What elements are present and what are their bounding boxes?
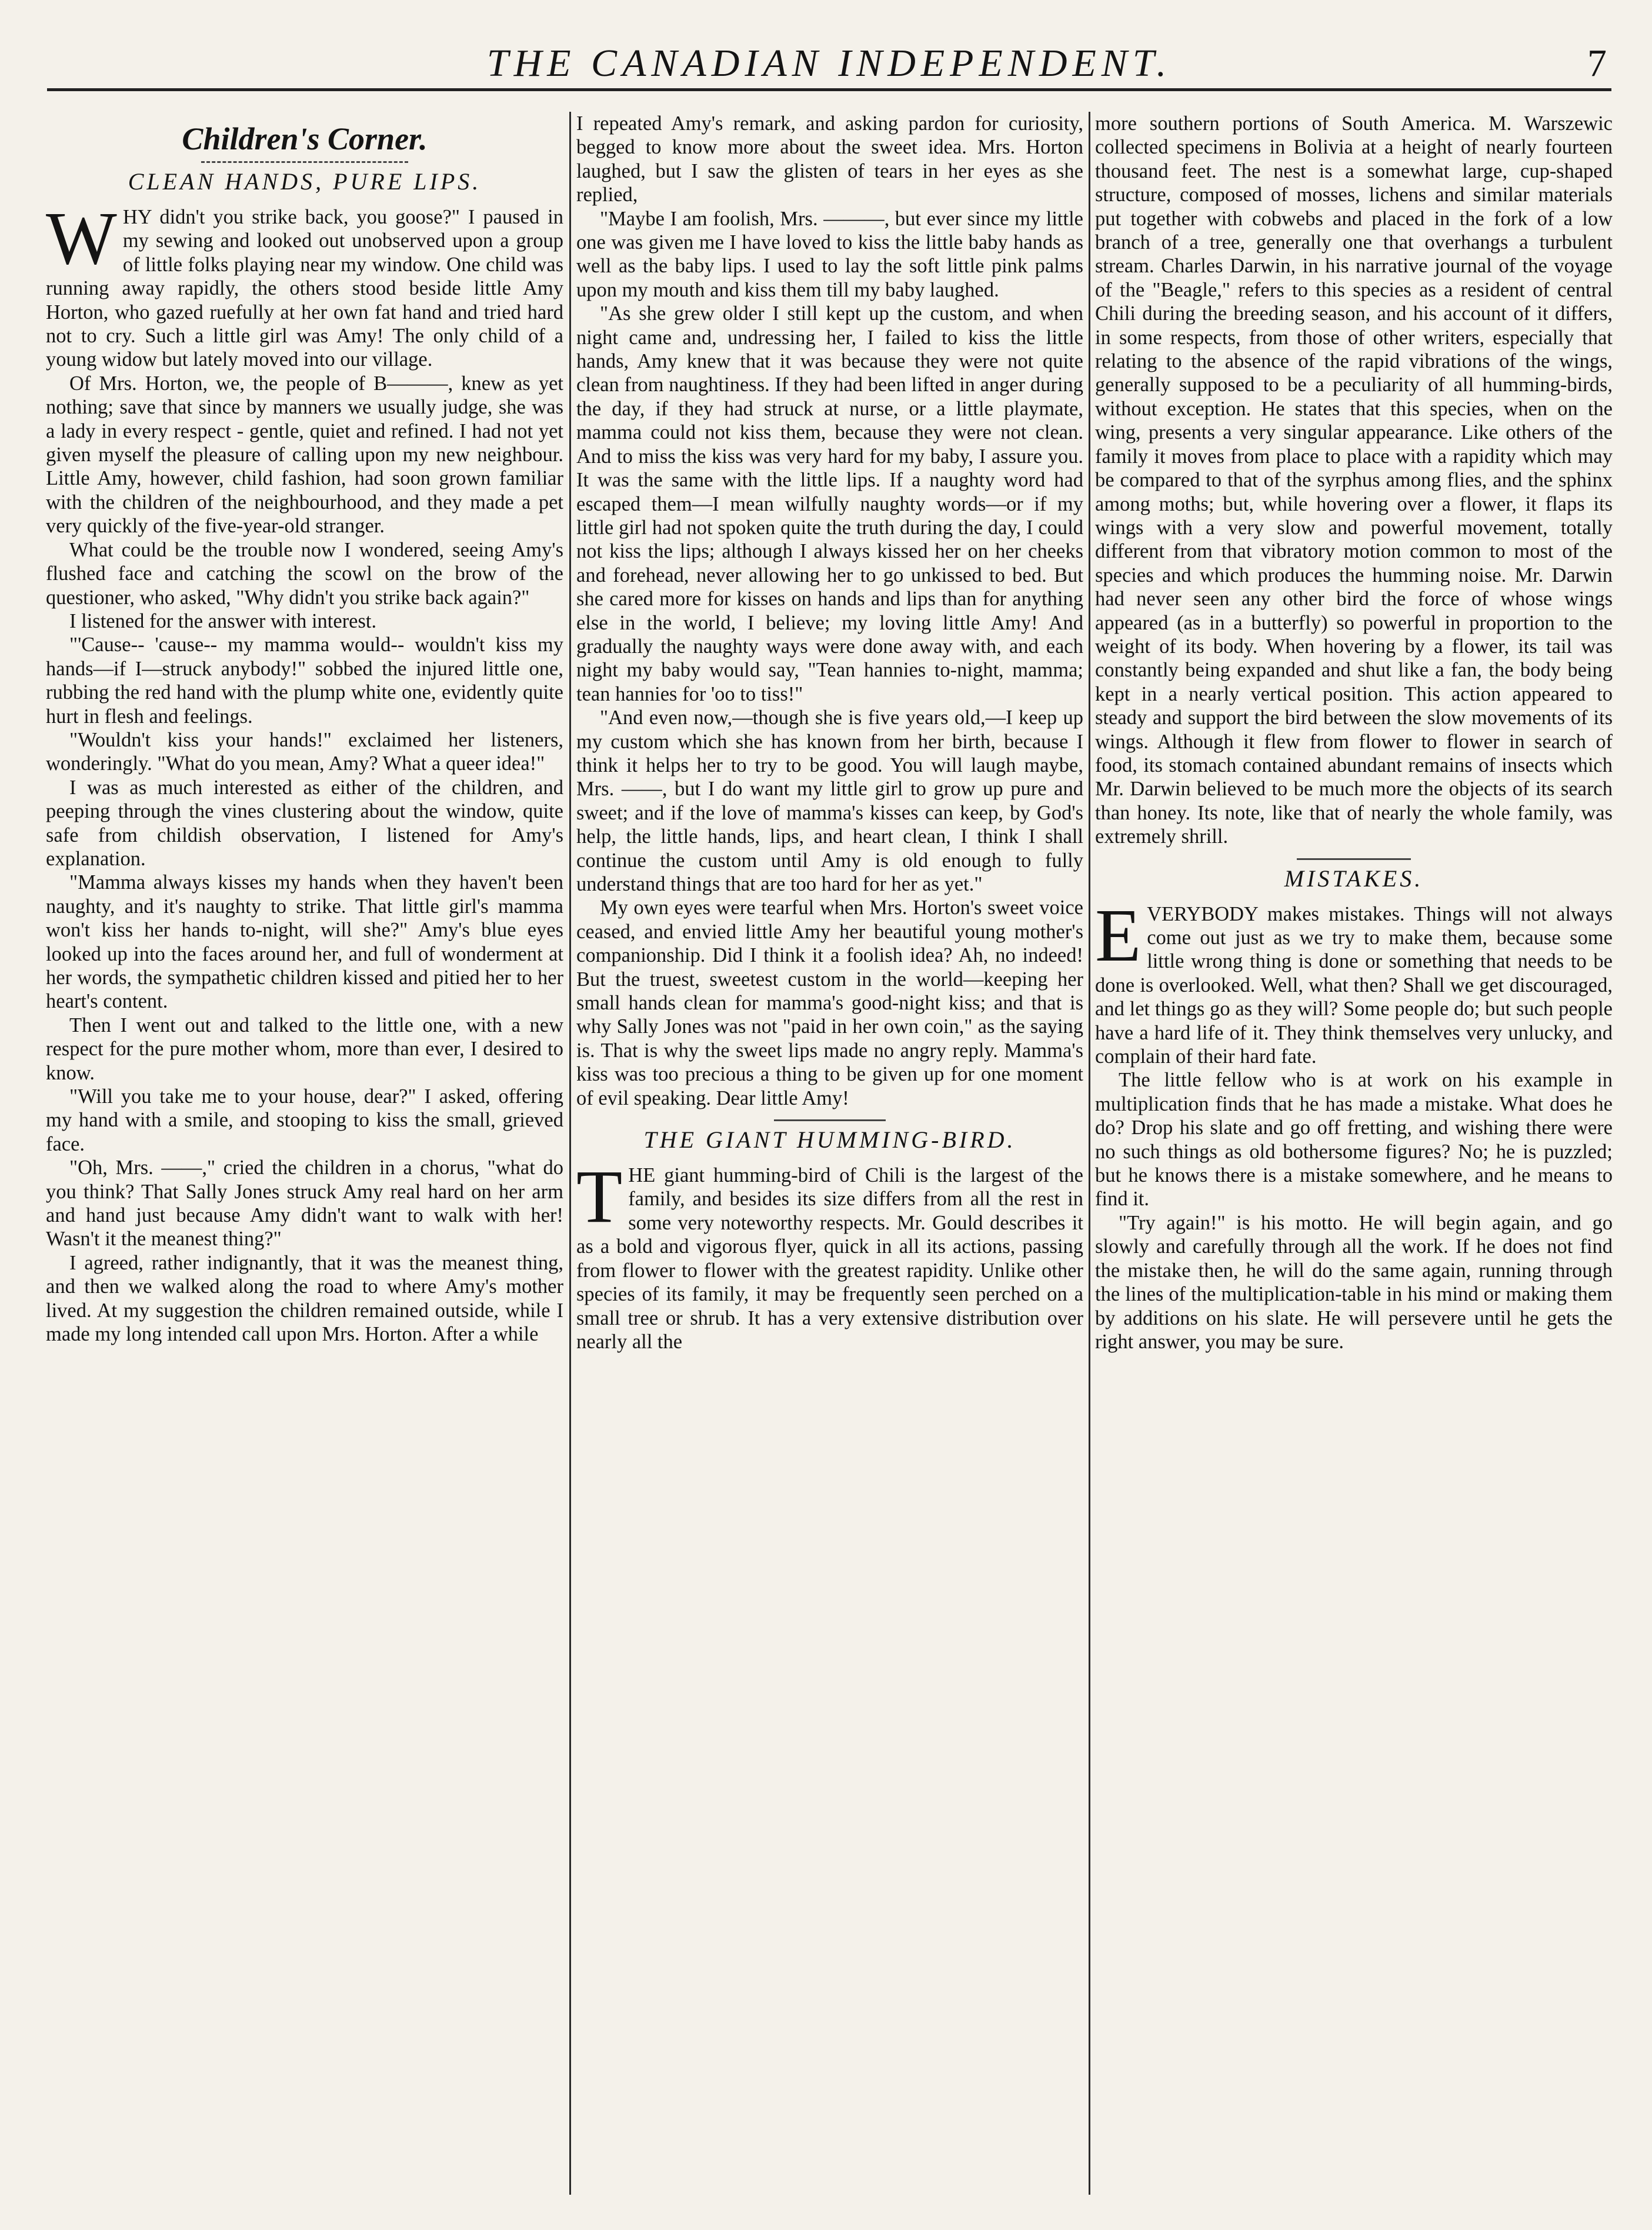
column-3 <box>1095 112 1613 2195</box>
paragraph: What could be the trouble now I wondered, seeing Amy's flushed face and catching the scowl on the brow of the questioner, who asked, "Why didn't you strike back again?" <box>46 538 563 609</box>
paragraph: "As she grew older I still kept up the custom, and when night came and, undressing her, I failed to kiss the little hands, Amy knew that it was because they were not quite clean from naughtiness. If they had been lifted in anger during the day, if they had struck at nurse, or a little playmate, mamma could not kiss them, because they were not clean. And to miss the kiss was very hard for my baby, I assure you. It was the same with the little lips. If a naughty word had escaped them—I mean wilfully naughty words—or if my little girl had not spoken quite the truth during the day, I could not kiss the lips; although I always kissed her on her cheeks and forehead, never allowing her to go unkissed to bed. But she cared more for kisses on hands and lips than for anything else in the world, I believe; my loving little Amy! And gradually the naughty ways were done away with, and each night my baby would say, "Tean hannies to-night, mamma; tean hannies for 'oo to tiss!" <box>576 302 1083 705</box>
masthead-rule <box>47 88 1611 91</box>
hummingbird-lead-paragraph <box>576 1155 1083 1354</box>
paragraph: My own eyes were tearful when Mrs. Horton's sweet voice ceased, and envied little Amy her beautiful young mother's companionship. Did I think it a foolish idea? Ah, no indeed! But the truest, sweetest custom in the world—keeping her small hands clean for mamma's good-night kiss; and that is why Sally Jones was not "paid in her own coin," as the saying is. That is why the sweet lips made no angry reply. Mamma's kiss was too precious a thing to be given up for one moment of evil speaking. Dear little Amy! <box>576 896 1083 1109</box>
paragraph: "Oh, Mrs. ——," cried the children in a chorus, "what do you think? That Sally Jones struck Amy real hard on her arm and hand just because Amy didn't want to walk with her! Wasn't it the meanest thing?" <box>46 1156 563 1251</box>
paragraph: I was as much interested as either of the children, and peeping through the vines clustering about the window, quite safe from childish observation, I listened for Amy's explanation. <box>46 776 563 870</box>
story-lead-paragraph <box>46 196 563 372</box>
lead-text: HY didn't you strike back, you goose?" I paused in my sewing and looked out unobserved upon a group of little folks playing near my window. One child was running away rapidly, the others stood beside little Amy Horton, who gazed ruefully at her own fat hand and tried hard not to cry. Such a little girl was Amy! The only child of a young widow but lately moved into our village. <box>46 206 563 371</box>
section-heading: Children's Corner. <box>182 121 428 156</box>
mistakes-title: MISTAKES. <box>1284 865 1424 892</box>
paragraph: I listened for the answer with interest. <box>69 609 377 632</box>
column-divider-2 <box>1089 112 1090 2195</box>
paragraph: "Maybe I am foolish, Mrs. ———, but ever since my little one was given me I have loved to kiss the little baby hands as well as the baby lips. I used to lay the soft little pink palms upon my mouth and kiss them till my baby laughed. <box>576 207 1083 301</box>
paragraph: I agreed, rather indignantly, that it was the meanest thing, and then we walked along the road to where Amy's mother lived. At my suggestion the children remained outside, while I made my long intended call upon Mrs. Horton. After a while <box>46 1251 563 1346</box>
drop-cap: W <box>46 196 117 280</box>
page-number: 7 <box>1587 42 1607 85</box>
hummingbird-continued: more southern portions of South America. M. Warszewic collected specimens in Bolivia at a height of nearly fourteen thousand feet. The nest is a somewhat large, cup-shaped structure, composed of mosses, lichens and similar materials put together with cobwebs and placed in the fork of a low branch of a tree, generally one that overhangs a turbulent stream. Charles Darwin, in his narrative journal of the voyage of the "Beagle," refers to this species as a resident of central Chili during the breeding season, and his account of it differs, in some respects, from those of other writers, especially that relating to the absence of the rapid vibrations of the wings, generally supposed to be a peculiarity of all humming-birds, without exception. He states that this species, when on the wing, presents a very singular appearance. Like others of the family it moves from place to place with a rapidity which may be compared to that of the syrphus among flies, and the sphinx among moths; but, while hovering over a flower, it flaps its wings with a very slow and powerful movement, totally different from that vibratory motion common to most of the species and which produces the humming noise. Mr. Darwin had never seen any other bird the force of whose wings appeared (as in a butterfly) so powerful in proportion to the weight of its body. When hovering by a flower, its tail was constantly being expanded and shut like a fan, the body being kept in a nearly vertical position. This action appeared to steady and support the bird between the slow movements of its wings. Although it flew from flower to flower in search of food, its stomach contained abundant remains of insects which Mr. Darwin believed to be much more the objects of its search than honey. Its note, like that of nearly the whole family, was extremely shrill. <box>1095 112 1613 848</box>
paragraph: Then I went out and talked to the little one, with a new respect for the pure mother whom, more than ever, I desired to know. <box>46 1014 563 1084</box>
drop-cap: T <box>576 1155 623 1239</box>
column-1 <box>46 112 563 2195</box>
lead-text: HE giant humming-bird of Chili is the largest of the family, and besides its size differs from all the rest in some very noteworthy respects. Mr. Gould describes it as a bold and vigorous flyer, quick in all its actions, passing from flower to flower with the greatest rapidity. Unlike other species of its family, it may be frequently seen perched on a small tree or shrub. It has a very extensive distribution over nearly all the <box>576 1164 1083 1353</box>
lead-text: VERYBODY makes mistakes. Things will not always come out just as we try to make them, because some little wrong thing is done or something that needs to be done is overlooked. Well, what then? Shall we get discouraged, and let things go as they will? Some people do; but such people have a hard life of it. They think themselves very unlucky, and complain of their hard fate. <box>1095 902 1613 1068</box>
paragraph: "Wouldn't kiss your hands!" exclaimed her listeners, wonderingly. "What do you mean, Amy? What a queer idea!" <box>46 728 563 775</box>
newspaper-title: THE CANADIAN INDEPENDENT. <box>486 42 1172 85</box>
story-title: CLEAN HANDS, PURE LIPS. <box>128 168 482 195</box>
hummingbird-title: THE GIANT HUMMING-BIRD. <box>643 1126 1016 1154</box>
mistakes-lead-paragraph <box>1095 893 1613 1069</box>
paragraph: "And even now,—though she is five years old,—I keep up my custom which she has known from her birth, because I think it helps her to try to be good. You will laugh maybe, Mrs. ——, but I do want my little girl to grow up pure and sweet; and if the love of mamma's kisses can keep, by God's help, the little hands, lips, and heart clean, I think I shall continue the custom until Amy is old enough to fully understand things that are too hard for her as yet." <box>576 706 1083 895</box>
column-2 <box>576 112 1083 2195</box>
paragraph: Of Mrs. Horton, we, the people of B———, knew as yet nothing; save that since by manners we usually judge, she was a lady in every respect - gentle, quiet and refined. I had not yet given myself the pleasure of calling upon my new neighbour. Little Amy, however, child fashion, had soon grown familiar with the children of the neighbourhood, and they made a pet very quickly of the five-year-old stranger. <box>46 372 563 538</box>
paragraph: "Mamma always kisses my hands when they haven't been naughty, and it's naughty to strike. That little girl's mamma won't kiss her hands to-night, will she?" Amy's blue eyes looked up into the faces around her, and full of wonderment at her words, the sympathetic children kissed and pitied her to her heart's content. <box>46 871 563 1013</box>
paragraph: "Will you take me to your house, dear?" I asked, offering my hand with a smile, and stooping to kiss the small, grieved face. <box>46 1085 563 1155</box>
paragraph: "Try again!" is his motto. He will begin again, and go slowly and carefully through all the work. If he does not find the mistake then, he will do the same again, running through the lines of the multiplication-table in his mind or making them by additions on his slate. He will persevere until he gets the right answer, you may be sure. <box>1095 1211 1613 1353</box>
paragraph: "'Cause-- 'cause-- my mamma would-- wouldn't kiss my hands—if I—struck anybody!" sobbed the injured little one, rubbing the red hand with the plump white one, evidently quite hurt in flesh and feelings. <box>46 634 563 728</box>
paragraph: The little fellow who is at work on his example in multiplication finds that he has made a mistake. What does he do? Drop his slate and go off fretting, and wishing there were no such things as old bothersome figures? No; he is puzzled; but he knows there is a mistake somewhere, and he means to find it. <box>1095 1069 1613 1211</box>
column-divider-1 <box>569 112 571 2195</box>
heading-rule <box>201 161 408 163</box>
paragraph: I repeated Amy's remark, and asking pardon for curiosity, begged to know more about the sweet idea. Mrs. Horton laughed, but I saw the glisten of tears in her eyes as she replied, <box>576 112 1083 206</box>
section-separator <box>1297 858 1411 860</box>
section-separator <box>774 1119 886 1121</box>
drop-cap: E <box>1095 893 1142 977</box>
